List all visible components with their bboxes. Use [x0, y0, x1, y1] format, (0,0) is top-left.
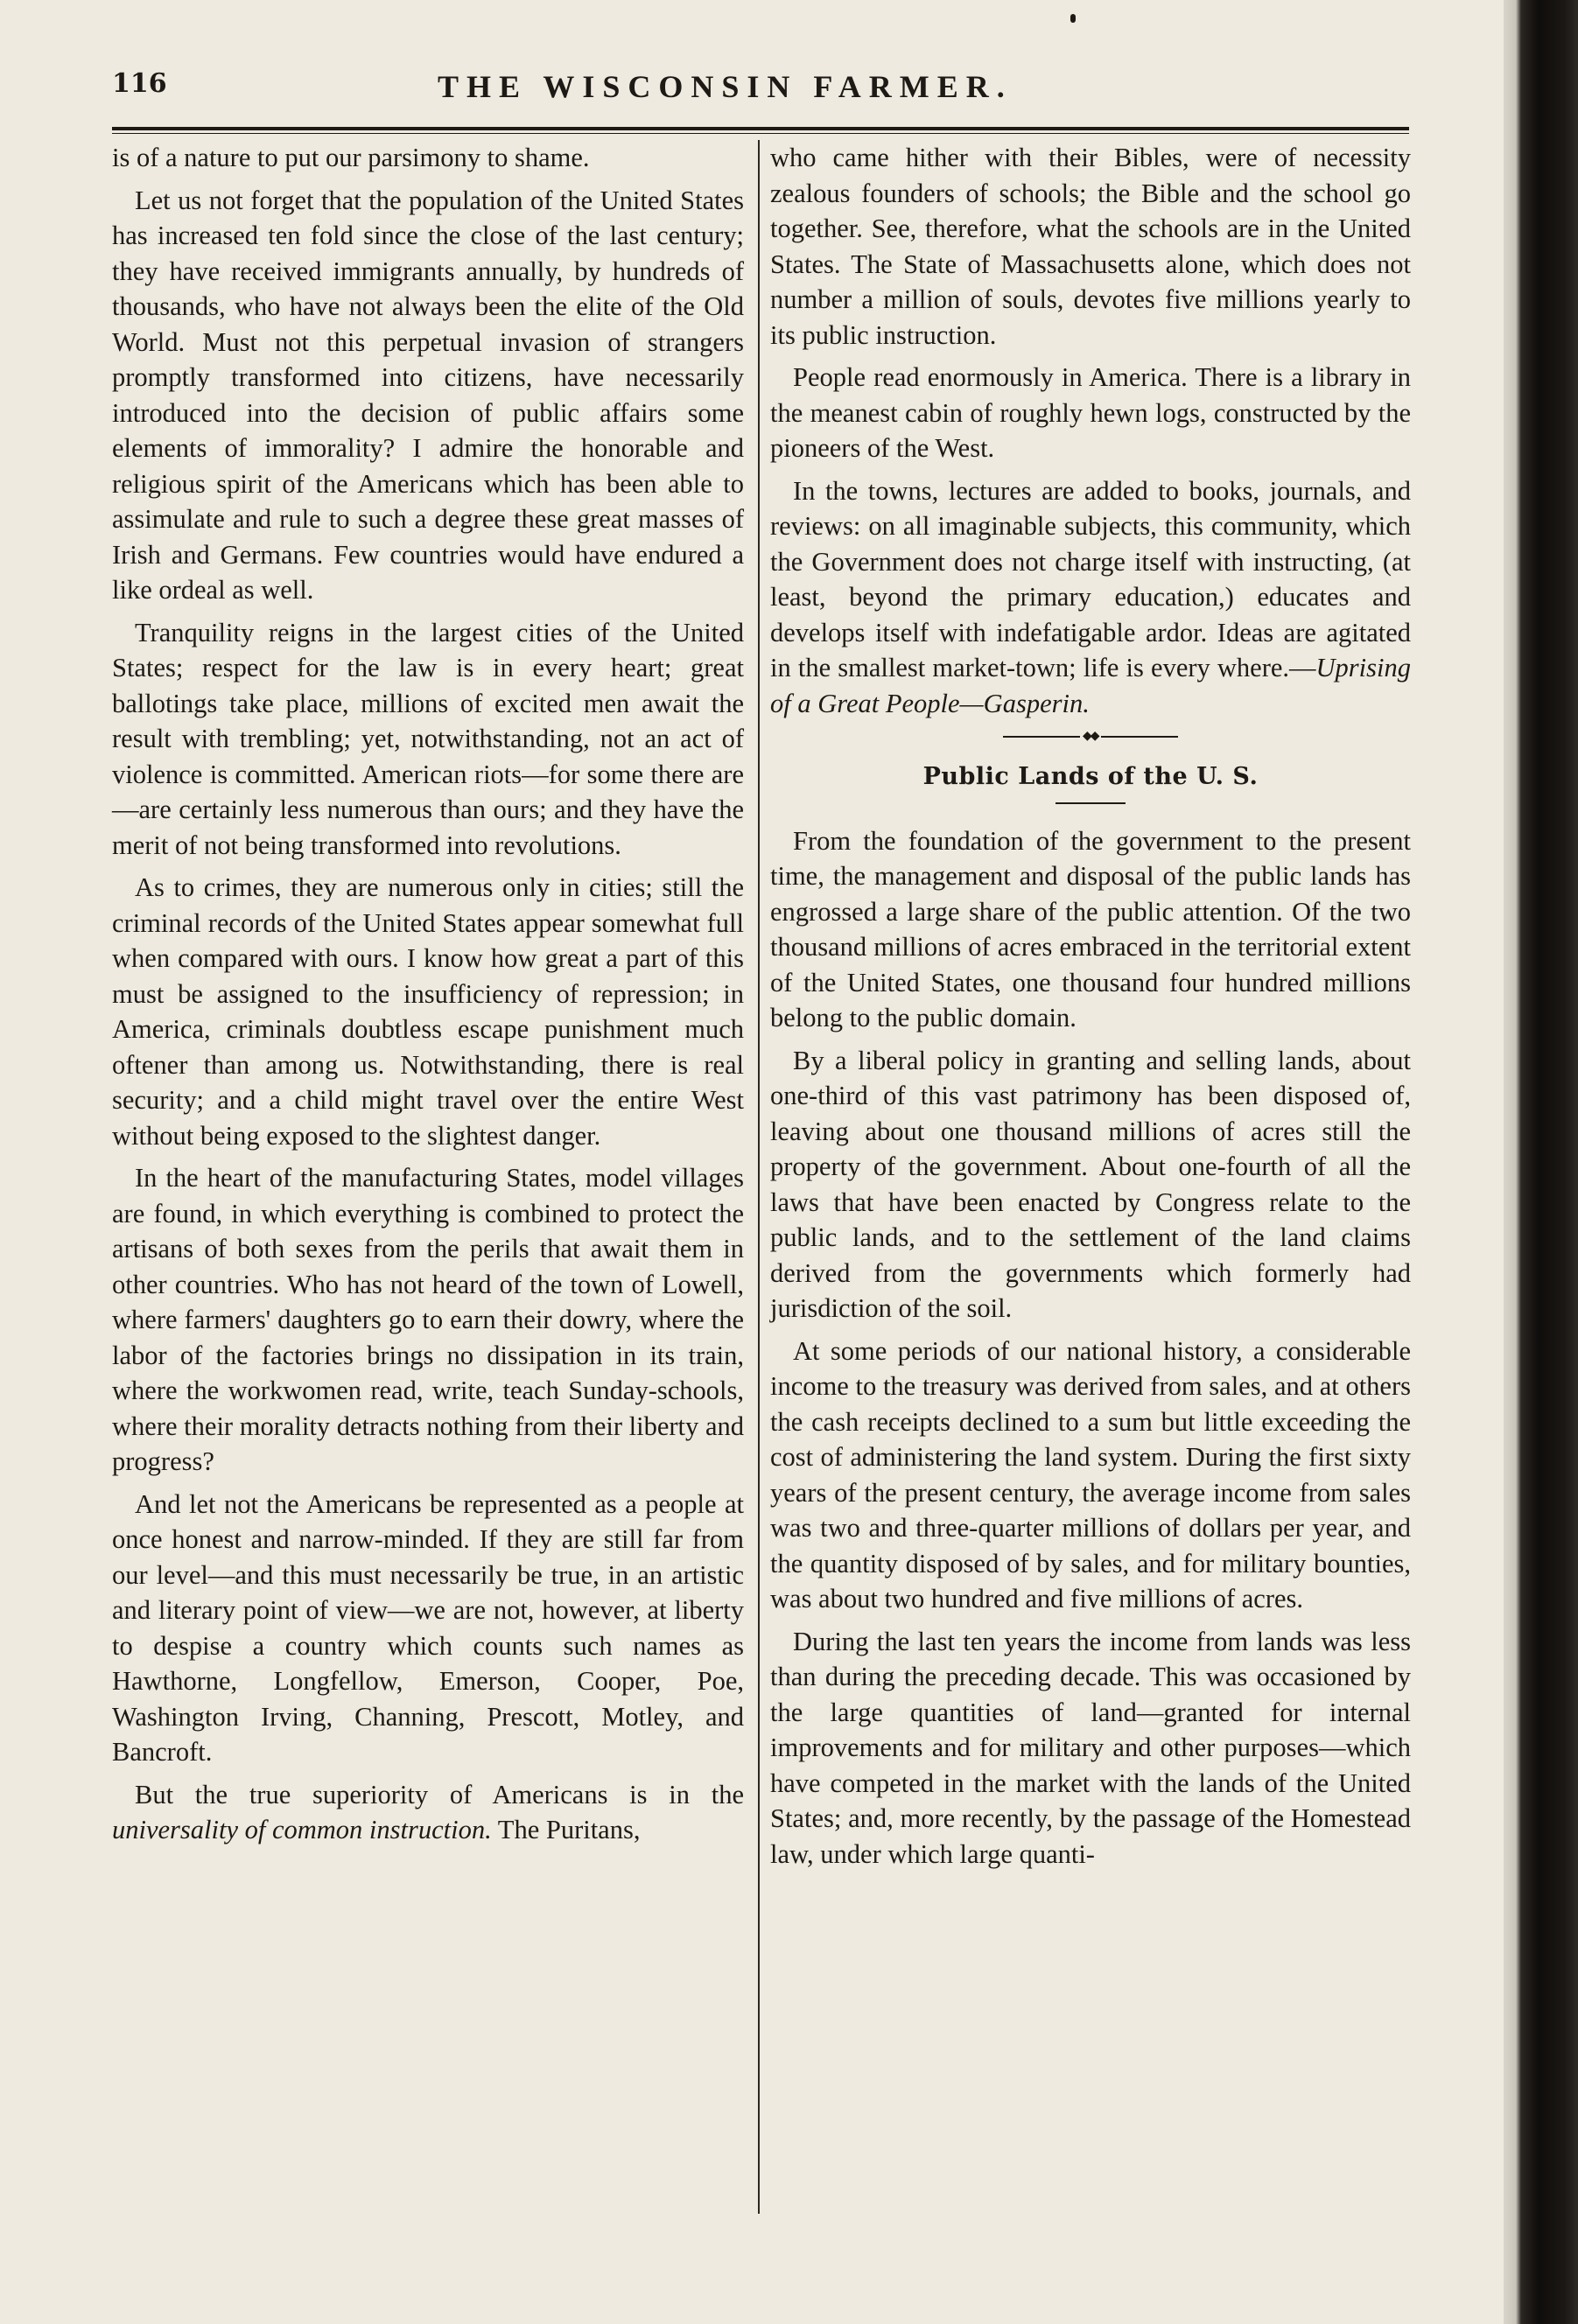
paragraph-text: In the towns, lectures are added to books, journals, and reviews: on all imaginable subjects, this community, which the Government does not charge itself with instructing, (at least, beyond the primary education,) educates and develops itself with indefatigable ardor. Ideas are agitated in the smallest market-town; life is every where.— — [770, 475, 1411, 682]
header-rule — [112, 127, 1409, 134]
source-attribution: Uprising of a Great People—Gasperin. — [770, 653, 1411, 718]
paragraph: As to crimes, they are numerous only in cities; still the criminal records of the United States appear somewhat full when compared with ours. I know how great a part of this must be assigned to the insufficiency of repression; in America, criminals doubtless escape punishment much oftener than among us. Notwithstanding, there is real security; and a child might travel over the entire West without being exposed to the slightest danger. — [112, 872, 744, 1151]
paragraph: People read enormously in America. There is a library in the meanest cabin of roughly hewn logs, constructed by the pioneers of the West. — [770, 362, 1411, 463]
paragraph: Let us not forget that the population of the United States has increased ten fold since the close of the last century; they have received immigrants annually, by hundreds of thousands, who have not always been the elite of the Old World. Must not this perpetual invasion of strangers promptly transformed into citizens, have necessarily introduced into the decision of public affairs some elements of immorality? I admire the honorable and religious spirit of the Americans which has been able to assimulate and rule to such a degree these great masses of Irish and Germans. Few countries would have endured a like ordeal as well. — [112, 185, 744, 605]
column-divider — [758, 140, 760, 2214]
paragraph: By a liberal policy in granting and selling lands, about one-third of this vast patrimony has been disposed of, leaving about one thousand millions of acres still the property of the government. About one-fourth of all the laws that have been enacted by Congress relate to the public lands, and to the settlement of the land claims derived from the governments which formerly had jurisdiction of the soil. — [770, 1045, 1411, 1323]
journal-title: THE WISCONSIN FARMER. — [438, 69, 1013, 104]
page-header — [112, 68, 1407, 114]
paragraph: who came hither with their Bibles, were of necessity zealous founders of schools; the Bible and the school go together. See, therefore, what the schools are in the United States. The State of Massachusetts alone, which does not number a million of souls, devotes five millions yearly to its public instruction. — [770, 143, 1411, 350]
emphasis-text: universality of common instruction. — [112, 1815, 492, 1844]
section-separator — [1003, 730, 1178, 744]
page-number: 116 — [112, 68, 167, 99]
paragraph: Tranquility reigns in the largest cities of the United States; respect for the law is in every heart; great ballotings take place, millions of excited men await the result with trembling; yet, notwithstanding, not an act of violence is committed. American riots—for some there are—are certainly less numerous than ours; and they have the merit of not being transformed into revolutions. — [112, 617, 744, 860]
paragraph: At some periods of our national history, a considerable income to the treasury was derived from sales, and at others the cash receipts declined to a sum but little exceeding the cost of administering the land system. During the first sixty years of the present century, the average income from sales was two and three-quarter millions of dollars per year, and the quantity disposed of by sales, and for military bounties, was about two hundred and five millions of acres. — [770, 1335, 1411, 1614]
paragraph: And let not the Americans be represented as a people at once honest and narrow-minded. If they are still far from our level—and this must necessarily be true, in an artistic and literary point of view—we are not, however, at liberty to despise a country which counts such names as Hawthorne, Longfellow, Emerson, Cooper, Poe, Washington Irving, Channing, Prescott, Motley, and Bancroft. — [112, 1488, 744, 1767]
paragraph: is of a nature to put our parsimony to shame. — [112, 143, 590, 172]
paragraph — [770, 473, 1411, 722]
section-heading: Public Lands of the U. S. — [922, 763, 1259, 790]
paragraph-text: The Puritans, — [491, 1815, 641, 1844]
paragraph-text: But the true superiority of Americans is in the — [135, 1779, 744, 1810]
diamond-ornament-icon: ◆◆ — [1080, 731, 1101, 743]
left-column — [112, 140, 744, 1855]
heading-rule — [1056, 802, 1126, 804]
paragraph: In the heart of the manufacturing States, model villages are found, in which everything is combined to protect the artisans of both sexes from the perils that await them in other countries. Who has not heard of the town of Lowell, where farmers' daughters go to earn their dowry, where the labor of the factories brings no dissipation in its train, where the workwomen read, write, teach Sunday-schools, where their morality detracts nothing from their liberty and progress? — [112, 1163, 744, 1476]
paragraph — [112, 1777, 744, 1848]
book-binding-edge — [1504, 0, 1578, 2324]
paragraph: During the last ten years the income from lands was less than during the preceding decade. This was occasioned by the large quantities of land—granted for internal improvements and for military and other purposes—which have competed in the market with the lands of the United States; and, more recently, by the passage of the Homestead law, under which large quanti- — [770, 1626, 1411, 1869]
paragraph: From the foundation of the government to the present time, the management and disposal of the public lands has engrossed a large share of the public attention. Of the two thousand millions of acres embraced in the territorial extent of the United States, one thousand four hundred millions belong to the public domain. — [770, 825, 1411, 1032]
right-column — [770, 140, 1411, 1879]
ink-speck — [1070, 14, 1076, 23]
